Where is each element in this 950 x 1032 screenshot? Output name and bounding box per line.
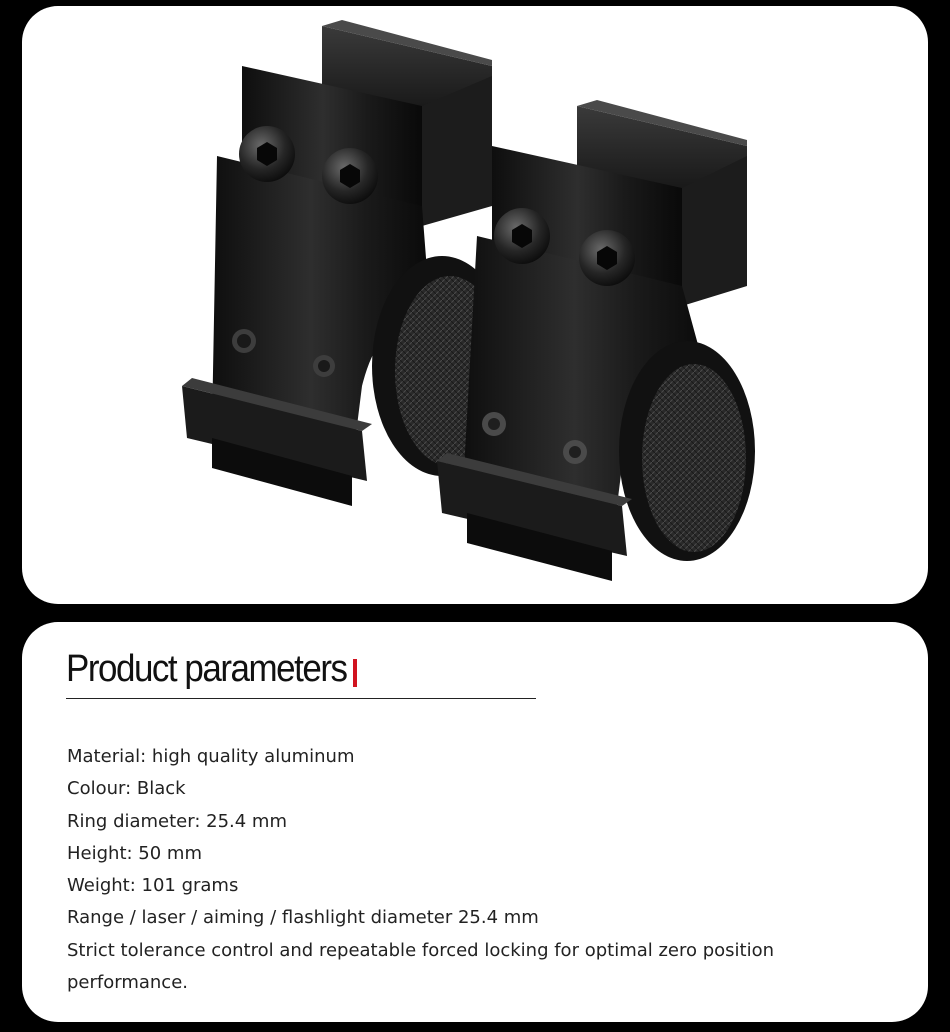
parameter-item: Material: high quality aluminum: [67, 746, 355, 767]
left-ring-mount: [182, 20, 512, 506]
parameter-item: Colour: Black: [67, 778, 186, 800]
parameter-list: [67, 741, 857, 999]
title-accent-bar: [353, 659, 357, 687]
product-image-card: [22, 6, 928, 604]
product-parameters-card: [22, 622, 928, 1022]
parameter-item: Strict tolerance control and repeatable forced locking for optimal zero position: [67, 939, 775, 961]
scope-ring-mounts-image: [22, 6, 928, 604]
parameter-item: Range / laser / aiming / flashlight diameter 25.4 mm: [67, 907, 539, 929]
section-heading: [66, 650, 357, 688]
parameter-item: Weight: 101 grams: [67, 875, 239, 897]
section-title: Product parameters: [66, 648, 347, 690]
parameter-item: Height: 50 mm: [67, 842, 202, 864]
title-underline: [66, 698, 536, 699]
parameter-item: Ring diameter: 25.4 mm: [67, 810, 287, 832]
parameter-item: performance.: [67, 972, 188, 994]
